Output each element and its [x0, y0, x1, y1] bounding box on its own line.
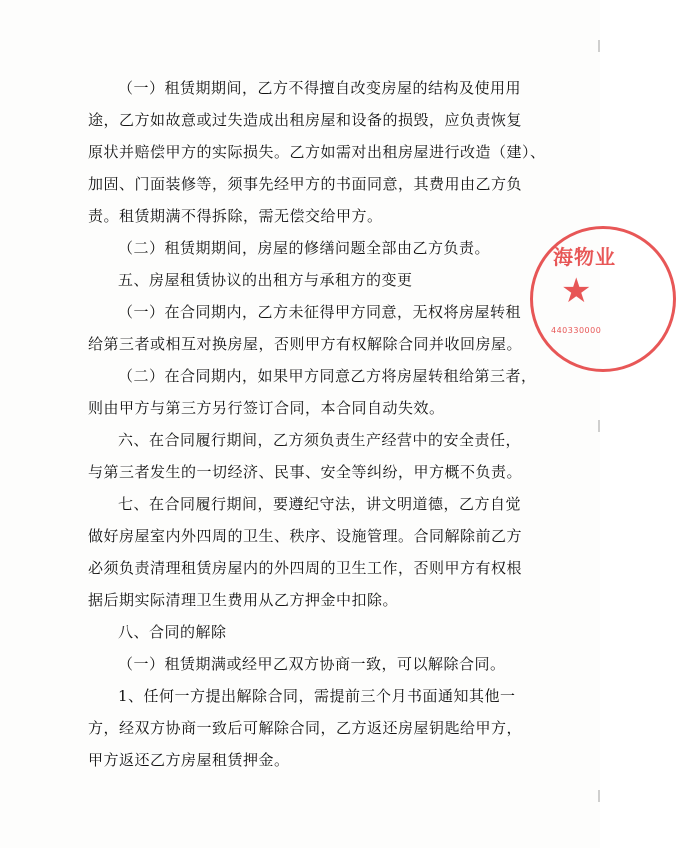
text-line: （二）租赁期期间，房屋的修缮问题全部由乙方负责。	[118, 239, 491, 257]
seal-text: 海物业	[553, 245, 616, 269]
page-edge-mark	[598, 40, 600, 52]
text-line: 五、房屋租赁协议的出租方与承租方的变更	[118, 271, 413, 289]
text-line: （一）在合同期内，乙方未征得甲方同意，无权将房屋转租	[118, 303, 522, 321]
text-line: （一）租赁期期间，乙方不得擅自改变房屋的结构及使用用	[118, 79, 522, 97]
page-edge-mark	[598, 420, 600, 432]
text-line: 八、合同的解除	[118, 623, 227, 641]
text-line: 1、任何一方提出解除合同，需提前三个月书面通知其他一	[118, 687, 516, 705]
section-6	[88, 424, 523, 488]
paragraph-clause-1	[88, 72, 546, 232]
star-icon: ★	[561, 271, 592, 311]
text-line: 方，经双方协商一致后可解除合同，乙方返还房屋钥匙给甲方，	[88, 719, 523, 737]
section-heading-8	[88, 616, 512, 648]
text-line: 据后期实际清理卫生费用从乙方押金中扣除。	[88, 591, 399, 609]
section-7	[88, 488, 523, 616]
paragraph-8-1-1	[88, 680, 523, 776]
red-seal-stamp	[530, 226, 676, 372]
text-line: 责。租赁期满不得拆除，需无偿交给甲方。	[88, 207, 383, 225]
text-line: （一）租赁期满或经甲乙双方协商一致，可以解除合同。	[118, 655, 506, 673]
text-line: 必须负责清理租赁房屋内的外四周的卫生工作，否则甲方有权根	[88, 559, 523, 577]
text-line: 与第三者发生的一切经济、民事、安全等纠纷，甲方概不负责。	[88, 463, 523, 481]
text-line: 六、在合同履行期间，乙方须负责生产经营中的安全责任，	[118, 431, 522, 449]
text-line: 七、在合同履行期间，要遵纪守法，讲文明道德，乙方自觉	[118, 495, 522, 513]
text-line: 加固、门面装修等，须事先经甲方的书面同意，其费用由乙方负	[88, 175, 523, 193]
section-heading-5	[88, 264, 512, 296]
text-line: 甲方返还乙方房屋租赁押金。	[88, 751, 290, 769]
page-edge-mark	[598, 790, 600, 802]
contract-text	[88, 72, 546, 776]
paragraph-8-1	[88, 648, 512, 680]
paragraph-clause-2	[88, 232, 512, 264]
paragraph-5-1	[88, 296, 523, 360]
text-line: （二）在合同期内，如果甲方同意乙方将房屋转租给第三者，	[118, 367, 537, 385]
text-line: 原状并赔偿甲方的实际损失。乙方如需对出租房屋进行改造（建）、	[88, 143, 546, 161]
text-line: 给第三者或相互对换房屋，否则甲方有权解除合同并收回房屋。	[88, 335, 523, 353]
paragraph-5-2	[88, 360, 537, 424]
text-line: 做好房屋室内外四周的卫生、秩序、设施管理。合同解除前乙方	[88, 527, 523, 545]
text-line: 途，乙方如故意或过失造成出租房屋和设备的损毁，应负责恢复	[88, 111, 523, 129]
seal-number: 440330000	[551, 326, 602, 335]
text-line: 则由甲方与第三方另行签订合同，本合同自动失效。	[88, 399, 445, 417]
